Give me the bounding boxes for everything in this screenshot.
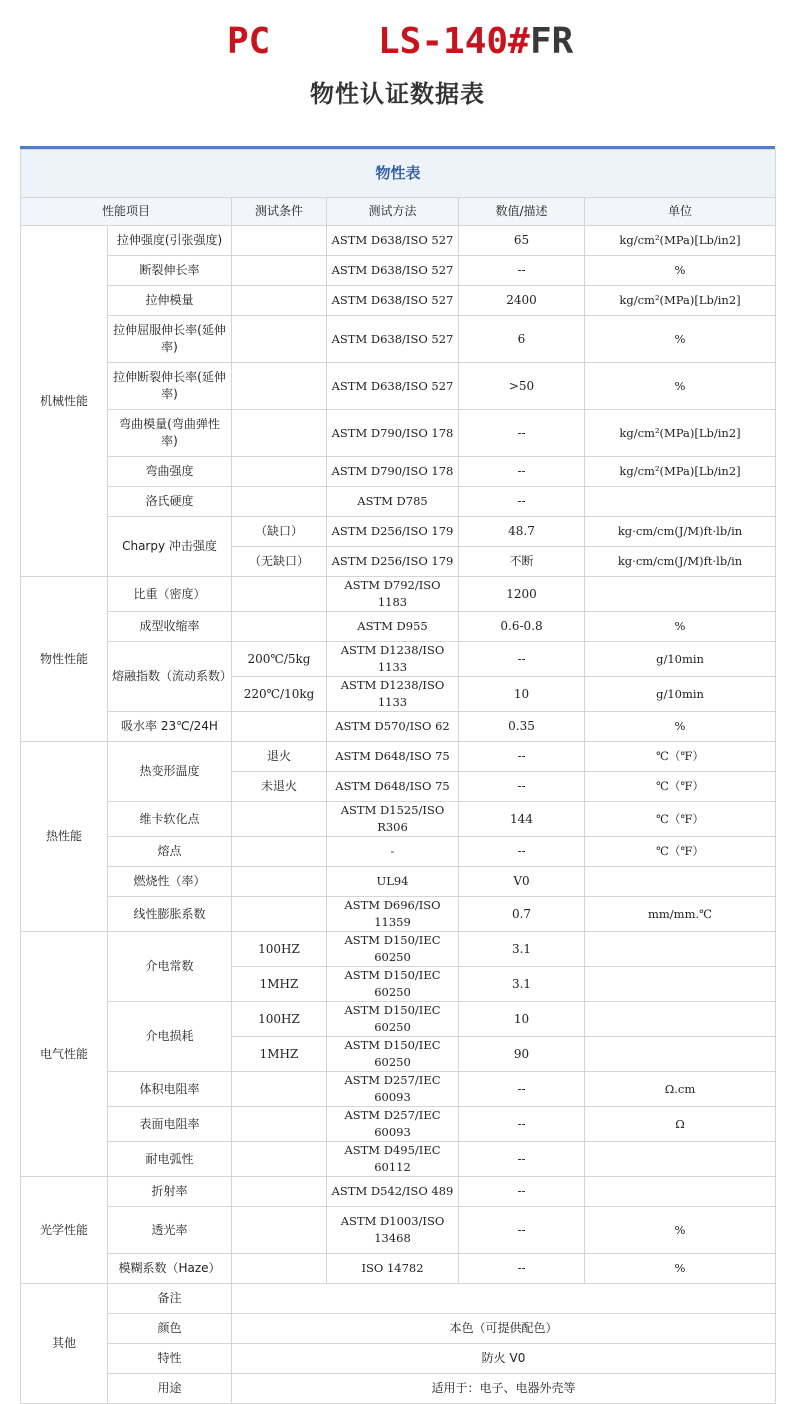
property-unit: % [585, 712, 776, 742]
property-unit: mm/mm.℃ [585, 897, 776, 932]
property-unit: % [585, 1254, 776, 1284]
property-name: 吸水率 23℃/24H [108, 712, 232, 742]
property-unit [585, 1037, 776, 1072]
test-condition [232, 1107, 327, 1142]
table-row [21, 226, 776, 256]
test-method: ASTM D785 [327, 487, 459, 517]
test-method: ASTM D792/ISO 1183 [327, 577, 459, 612]
table-row [21, 286, 776, 316]
table-row [21, 1207, 776, 1254]
test-method: ASTM D150/IEC 60250 [327, 1002, 459, 1037]
test-method: ASTM D1003/ISO 13468 [327, 1207, 459, 1254]
other-label: 用途 [108, 1374, 232, 1404]
column-header-condition: 测试条件 [232, 198, 327, 226]
table-row [21, 1314, 776, 1344]
test-condition [232, 612, 327, 642]
table-row [21, 867, 776, 897]
property-value: 不断 [459, 547, 585, 577]
property-unit: ℃（℉） [585, 837, 776, 867]
test-condition [232, 1142, 327, 1177]
test-condition [232, 1177, 327, 1207]
test-condition [232, 897, 327, 932]
other-value [232, 1284, 776, 1314]
category-other: 其他 [21, 1284, 108, 1404]
property-unit: % [585, 612, 776, 642]
property-unit: Ω.cm [585, 1072, 776, 1107]
test-method: ASTM D790/ISO 178 [327, 457, 459, 487]
table-row [21, 1177, 776, 1207]
property-unit [585, 967, 776, 1002]
property-name: 拉伸屈服伸长率(延伸率) [108, 316, 232, 363]
table-row [21, 316, 776, 363]
category-thermal: 热性能 [21, 742, 108, 932]
property-value: -- [459, 1207, 585, 1254]
property-name: 介电常数 [108, 932, 232, 1002]
property-value: -- [459, 837, 585, 867]
test-method: ASTM D257/IEC 60093 [327, 1072, 459, 1107]
table-row [21, 457, 776, 487]
test-condition [232, 256, 327, 286]
test-method: - [327, 837, 459, 867]
property-name: 拉伸断裂伸长率(延伸率) [108, 363, 232, 410]
property-value: -- [459, 256, 585, 286]
table-header-row [21, 198, 776, 226]
page-subtitle: 物性认证数据表 [310, 80, 485, 108]
property-value: >50 [459, 363, 585, 410]
property-value: 3.1 [459, 967, 585, 1002]
test-method: ASTM D150/IEC 60250 [327, 1037, 459, 1072]
product-model: LS-140# [378, 21, 530, 62]
test-condition [232, 1072, 327, 1107]
property-value: -- [459, 1072, 585, 1107]
test-condition: 未退火 [232, 772, 327, 802]
test-condition [232, 316, 327, 363]
property-unit: ℃（℉） [585, 742, 776, 772]
property-unit [585, 1142, 776, 1177]
test-condition [232, 487, 327, 517]
property-unit [585, 867, 776, 897]
property-name: 模糊系数（Haze） [108, 1254, 232, 1284]
properties-table-container [20, 146, 775, 1404]
property-value: -- [459, 742, 585, 772]
property-unit: g/10min [585, 677, 776, 712]
test-method: ASTM D570/ISO 62 [327, 712, 459, 742]
table-row [21, 932, 776, 967]
property-unit [585, 932, 776, 967]
property-name: 燃烧性（率） [108, 867, 232, 897]
property-name: 折射率 [108, 1177, 232, 1207]
property-unit [585, 1177, 776, 1207]
table-row [21, 897, 776, 932]
test-condition: 200℃/5kg [232, 642, 327, 677]
property-name: 耐电弧性 [108, 1142, 232, 1177]
test-condition: 1MHZ [232, 967, 327, 1002]
property-value: 48.7 [459, 517, 585, 547]
property-value: -- [459, 487, 585, 517]
test-method: ASTM D1238/ISO 1133 [327, 677, 459, 712]
test-method: ASTM D1238/ISO 1133 [327, 642, 459, 677]
property-value: 6 [459, 316, 585, 363]
test-method: ASTM D1525/ISO R306 [327, 802, 459, 837]
test-condition [232, 286, 327, 316]
category-optical: 光学性能 [21, 1177, 108, 1284]
test-method: ASTM D638/ISO 527 [327, 363, 459, 410]
table-row [21, 1002, 776, 1037]
property-name: 维卡软化点 [108, 802, 232, 837]
property-value: 1200 [459, 577, 585, 612]
table-row [21, 410, 776, 457]
property-name: 线性膨胀系数 [108, 897, 232, 932]
table-row [21, 1374, 776, 1404]
other-value: 适用于：电子、电器外壳等 [232, 1374, 776, 1404]
test-condition [232, 577, 327, 612]
property-name: 拉伸模量 [108, 286, 232, 316]
property-name: 拉伸强度(引张强度) [108, 226, 232, 256]
test-method: ASTM D790/ISO 178 [327, 410, 459, 457]
test-method: ASTM D542/ISO 489 [327, 1177, 459, 1207]
product-code: PC [227, 21, 271, 62]
property-unit: % [585, 256, 776, 286]
property-name: 介电损耗 [108, 1002, 232, 1072]
property-unit: % [585, 363, 776, 410]
test-condition: 1MHZ [232, 1037, 327, 1072]
property-value: -- [459, 772, 585, 802]
property-unit: kg/cm²(MPa)[Lb/in2] [585, 226, 776, 256]
properties-table [20, 149, 776, 1404]
table-row [21, 1344, 776, 1374]
table-row [21, 1142, 776, 1177]
property-name: 体积电阻率 [108, 1072, 232, 1107]
property-name: 熔点 [108, 837, 232, 867]
test-method: ASTM D638/ISO 527 [327, 226, 459, 256]
property-name: Charpy 冲击强度 [108, 517, 232, 577]
other-label: 备注 [108, 1284, 232, 1314]
table-row [21, 1072, 776, 1107]
test-condition [232, 867, 327, 897]
test-method: ASTM D648/ISO 75 [327, 742, 459, 772]
table-row [21, 1284, 776, 1314]
property-unit: kg/cm²(MPa)[Lb/in2] [585, 286, 776, 316]
property-value: 2400 [459, 286, 585, 316]
property-name: 成型收缩率 [108, 612, 232, 642]
column-header-item: 性能项目 [21, 198, 232, 226]
property-value: 0.6-0.8 [459, 612, 585, 642]
table-row [21, 742, 776, 772]
property-name: 热变形温度 [108, 742, 232, 802]
property-unit: Ω [585, 1107, 776, 1142]
test-method: ASTM D150/IEC 60250 [327, 932, 459, 967]
property-value: -- [459, 1107, 585, 1142]
property-value: -- [459, 457, 585, 487]
title-section [0, 0, 795, 146]
test-method: ASTM D638/ISO 527 [327, 256, 459, 286]
property-name: 表面电阻率 [108, 1107, 232, 1142]
property-value: -- [459, 642, 585, 677]
table-caption-row [21, 150, 776, 198]
category-mechanical: 机械性能 [21, 226, 108, 577]
property-value: 144 [459, 802, 585, 837]
property-unit: kg/cm²(MPa)[Lb/in2] [585, 457, 776, 487]
test-condition [232, 363, 327, 410]
test-condition [232, 802, 327, 837]
test-method: ASTM D638/ISO 527 [327, 286, 459, 316]
category-electrical: 电气性能 [21, 932, 108, 1177]
test-condition: 100HZ [232, 932, 327, 967]
test-method: ASTM D955 [327, 612, 459, 642]
property-name: 熔融指数（流动系数） [108, 642, 232, 712]
test-condition: （无缺口） [232, 547, 327, 577]
property-unit: kg/cm²(MPa)[Lb/in2] [585, 410, 776, 457]
table-row [21, 363, 776, 410]
property-value: 90 [459, 1037, 585, 1072]
table-caption: 物性表 [21, 150, 776, 198]
property-value: 0.35 [459, 712, 585, 742]
test-method: ASTM D256/ISO 179 [327, 517, 459, 547]
property-value: 0.7 [459, 897, 585, 932]
table-row [21, 487, 776, 517]
test-condition [232, 457, 327, 487]
test-condition [232, 1254, 327, 1284]
test-method: ASTM D256/ISO 179 [327, 547, 459, 577]
property-value: -- [459, 410, 585, 457]
product-suffix: FR [530, 21, 574, 62]
property-name: 透光率 [108, 1207, 232, 1254]
table-row [21, 837, 776, 867]
test-method: ASTM D638/ISO 527 [327, 316, 459, 363]
column-header-method: 测试方法 [327, 198, 459, 226]
test-condition: 100HZ [232, 1002, 327, 1037]
property-unit: kg·cm/cm(J/M)ft·lb/in [585, 517, 776, 547]
test-method: ASTM D696/ISO 11359 [327, 897, 459, 932]
other-label: 特性 [108, 1344, 232, 1374]
property-unit: kg·cm/cm(J/M)ft·lb/in [585, 547, 776, 577]
property-name: 断裂伸长率 [108, 256, 232, 286]
test-method: ASTM D648/ISO 75 [327, 772, 459, 802]
table-row [21, 517, 776, 547]
table-row [21, 802, 776, 837]
other-value: 防火 V0 [232, 1344, 776, 1374]
product-title [0, 16, 795, 68]
property-value: -- [459, 1254, 585, 1284]
property-value: 65 [459, 226, 585, 256]
table-row [21, 712, 776, 742]
property-name: 弯曲强度 [108, 457, 232, 487]
table-row [21, 642, 776, 677]
property-unit: % [585, 316, 776, 363]
property-unit: % [585, 1207, 776, 1254]
test-method: ASTM D257/IEC 60093 [327, 1107, 459, 1142]
property-unit: ℃（℉） [585, 802, 776, 837]
column-header-value: 数值/描述 [459, 198, 585, 226]
test-condition: （缺口） [232, 517, 327, 547]
property-name: 弯曲模量(弯曲弹性率) [108, 410, 232, 457]
property-value: -- [459, 1142, 585, 1177]
test-method: ASTM D150/IEC 60250 [327, 967, 459, 1002]
property-unit [585, 487, 776, 517]
category-physical: 物性性能 [21, 577, 108, 742]
test-condition [232, 712, 327, 742]
test-condition [232, 226, 327, 256]
property-unit [585, 1002, 776, 1037]
test-method: ASTM D495/IEC 60112 [327, 1142, 459, 1177]
test-method: ISO 14782 [327, 1254, 459, 1284]
property-value: 10 [459, 677, 585, 712]
property-name: 比重（密度） [108, 577, 232, 612]
test-condition [232, 410, 327, 457]
property-unit [585, 577, 776, 612]
test-condition: 220℃/10kg [232, 677, 327, 712]
table-row [21, 577, 776, 612]
table-row [21, 256, 776, 286]
other-label: 颜色 [108, 1314, 232, 1344]
property-name: 洛氏硬度 [108, 487, 232, 517]
table-row [21, 1254, 776, 1284]
other-value: 本色（可提供配色） [232, 1314, 776, 1344]
property-value: V0 [459, 867, 585, 897]
property-value: -- [459, 1177, 585, 1207]
column-header-unit: 单位 [585, 198, 776, 226]
test-condition: 退火 [232, 742, 327, 772]
test-condition [232, 1207, 327, 1254]
test-condition [232, 837, 327, 867]
table-row [21, 612, 776, 642]
property-unit: ℃（℉） [585, 772, 776, 802]
property-unit: g/10min [585, 642, 776, 677]
property-value: 10 [459, 1002, 585, 1037]
table-row [21, 1107, 776, 1142]
property-value: 3.1 [459, 932, 585, 967]
test-method: UL94 [327, 867, 459, 897]
